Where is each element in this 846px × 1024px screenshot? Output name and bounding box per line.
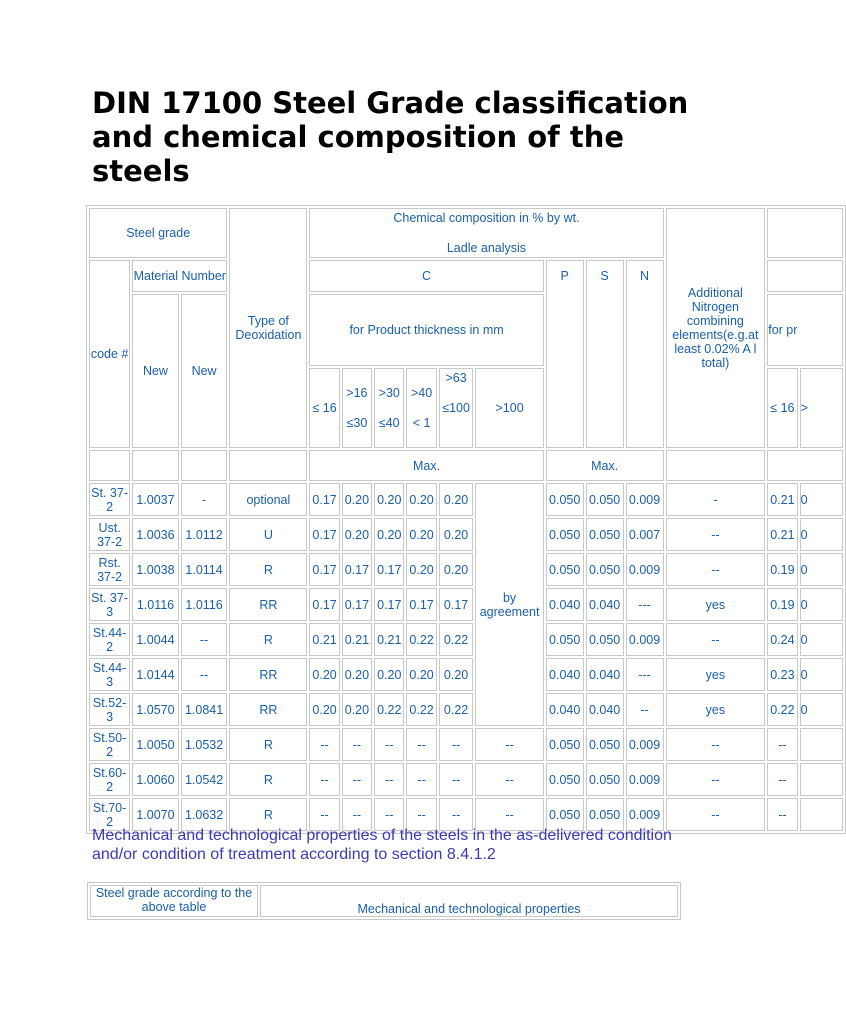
cell-deox: RR xyxy=(229,658,307,691)
cell-c3: -- xyxy=(374,763,404,796)
cell-extra-1: 0.24 xyxy=(767,623,797,656)
cell-c2: 0.21 xyxy=(342,623,372,656)
cell-extra-2: 0 xyxy=(800,693,843,726)
cell-material-1: 1.0036 xyxy=(132,518,179,551)
header-product-thickness: for Product thickness in mm xyxy=(309,294,543,366)
cell-c4: -- xyxy=(406,763,436,796)
cell-p: 0.040 xyxy=(546,658,584,691)
header-additional-nitrogen: Additional Nitrogen combining elements(e.g.at least 0.02% A l total) xyxy=(666,208,766,448)
section-subtitle: Mechanical and technological properties of the steels in the as-delivered condition and/or condition of treatment according to section 8.4.1.2 xyxy=(92,827,672,863)
header-thickness-gt100: >100 xyxy=(475,368,543,448)
cell-material-2: 1.0114 xyxy=(181,553,228,586)
cell-p: 0.050 xyxy=(546,728,584,761)
cell-p: 0.040 xyxy=(546,693,584,726)
cell-extra-1: -- xyxy=(767,798,797,831)
cell-material-2: 1.0112 xyxy=(181,518,228,551)
cell-material-1: 1.0144 xyxy=(132,658,179,691)
cell-extra-1: 0.22 xyxy=(767,693,797,726)
cell-grade: Ust. 37-2 xyxy=(89,518,130,551)
table-row xyxy=(89,623,843,656)
cell-s: 0.050 xyxy=(586,798,624,831)
cell-c2: 0.17 xyxy=(342,553,372,586)
cell-additional: - xyxy=(666,483,766,516)
cell-s: 0.050 xyxy=(586,553,624,586)
cell-additional: yes xyxy=(666,693,766,726)
header-chem-comp-label: Chemical composition in % by wt. xyxy=(393,211,580,225)
cell-grade: St.44-2 xyxy=(89,623,130,656)
header-thickness-30-40-to: ≤40 xyxy=(378,416,400,430)
cell-c4: 0.22 xyxy=(406,693,436,726)
cell-material-2: 1.0532 xyxy=(181,728,228,761)
cell-deox: R xyxy=(229,728,307,761)
cell-material-1: 1.0060 xyxy=(132,763,179,796)
cell-c5: 0.22 xyxy=(439,693,474,726)
cell-c2: -- xyxy=(342,798,372,831)
cell-material-2: -- xyxy=(181,623,228,656)
header-extra-second xyxy=(767,260,843,292)
cell-n: 0.007 xyxy=(626,518,664,551)
header-ladle-analysis: Ladle analysis xyxy=(446,241,527,255)
cell-grade: St.70-2 xyxy=(89,798,130,831)
cell-c5: -- xyxy=(439,798,474,831)
table-row xyxy=(89,518,843,551)
cell-c6: -- xyxy=(475,798,543,831)
cell-deox: optional xyxy=(229,483,307,516)
header-p: P xyxy=(546,260,584,448)
cell-s: 0.050 xyxy=(586,728,624,761)
table-row xyxy=(89,483,843,516)
cell-s: 0.050 xyxy=(586,623,624,656)
cell-c2: 0.17 xyxy=(342,588,372,621)
header-thickness-30-40-from: >30 xyxy=(378,386,400,400)
cell-extra-1: -- xyxy=(767,763,797,796)
cell-p: 0.050 xyxy=(546,763,584,796)
header-max-psn: Max. xyxy=(546,450,664,481)
cell-grade: St.60-2 xyxy=(89,763,130,796)
cell-c4: 0.20 xyxy=(406,518,436,551)
cell-c1: 0.17 xyxy=(309,518,339,551)
cell-deox: RR xyxy=(229,693,307,726)
cell-by-agreement: by agreement xyxy=(475,483,543,726)
cell-c5: 0.20 xyxy=(439,518,474,551)
header-c: C xyxy=(309,260,543,292)
header-thickness-16-30-from: >16 xyxy=(346,386,368,400)
cell-n: 0.009 xyxy=(626,798,664,831)
cell-n: 0.009 xyxy=(626,553,664,586)
cell-additional: -- xyxy=(666,798,766,831)
cell-material-1: 1.0044 xyxy=(132,623,179,656)
cell-c2: -- xyxy=(342,763,372,796)
cell-n: 0.009 xyxy=(626,623,664,656)
cell-n: -- xyxy=(626,693,664,726)
header-thickness-40 xyxy=(406,368,436,448)
cell-c6: -- xyxy=(475,728,543,761)
header-thickness-le16: ≤ 16 xyxy=(309,368,339,448)
cell-extra-1: -- xyxy=(767,728,797,761)
table-row xyxy=(89,693,843,726)
header-chemical-composition xyxy=(309,208,663,258)
cell-c3: 0.20 xyxy=(374,518,404,551)
cell-c3: -- xyxy=(374,728,404,761)
cell-extra-2: 0 xyxy=(800,518,843,551)
cell-p: 0.050 xyxy=(546,483,584,516)
composition-table xyxy=(86,205,846,834)
header-steel-grade: Steel grade xyxy=(89,208,227,258)
cell-extra-1: 0.19 xyxy=(767,588,797,621)
cell-c1: 0.21 xyxy=(309,623,339,656)
page-title: DIN 17100 Steel Grade classification and chemical composition of the steels xyxy=(92,86,689,188)
cell-c3: -- xyxy=(374,798,404,831)
cell-material-2: 1.0841 xyxy=(181,693,228,726)
cell-deox: R xyxy=(229,763,307,796)
cell-c4: 0.20 xyxy=(406,553,436,586)
cell-c1: 0.20 xyxy=(309,693,339,726)
cell-deox: U xyxy=(229,518,307,551)
cell-c4: 0.17 xyxy=(406,588,436,621)
cell-material-1: 1.0050 xyxy=(132,728,179,761)
cell-material-2: - xyxy=(181,483,228,516)
cell-c1: -- xyxy=(309,798,339,831)
cell-extra-2: 0 xyxy=(800,553,843,586)
cell-c2: -- xyxy=(342,728,372,761)
header-new-1: New xyxy=(132,294,179,448)
cell-grade: Rst. 37-2 xyxy=(89,553,130,586)
cell-c5: 0.20 xyxy=(439,553,474,586)
table-row xyxy=(89,553,843,586)
cell-c1: 0.17 xyxy=(309,553,339,586)
cell-c1: -- xyxy=(309,763,339,796)
cell-c5: 0.20 xyxy=(439,483,474,516)
cell-n: 0.009 xyxy=(626,483,664,516)
cell-extra-2: 0 xyxy=(800,588,843,621)
cell-extra-1: 0.19 xyxy=(767,553,797,586)
cell-deox: R xyxy=(229,623,307,656)
table-row xyxy=(89,728,843,761)
header-s: S xyxy=(586,260,624,448)
header-steel-grade-reference: Steel grade according to the above table xyxy=(90,885,258,917)
cell-c5: 0.17 xyxy=(439,588,474,621)
header-mechanical-properties: Mechanical and technological properties xyxy=(260,885,678,917)
cell-c5: 0.20 xyxy=(439,658,474,691)
cell-c4: 0.20 xyxy=(406,483,436,516)
cell-deox: RR xyxy=(229,588,307,621)
header-thickness-40-to: < 1 xyxy=(412,416,431,430)
cell-n: --- xyxy=(626,658,664,691)
cell-material-1: 1.0570 xyxy=(132,693,179,726)
empty-cell xyxy=(89,450,130,481)
header-code: code # xyxy=(89,260,130,448)
cell-additional: -- xyxy=(666,763,766,796)
cell-p: 0.050 xyxy=(546,623,584,656)
cell-additional: -- xyxy=(666,518,766,551)
cell-additional: yes xyxy=(666,588,766,621)
cell-c4: 0.20 xyxy=(406,658,436,691)
header-thickness-63-100 xyxy=(439,368,474,448)
cell-extra-2 xyxy=(800,798,843,831)
cell-c6: -- xyxy=(475,763,543,796)
cell-c5: 0.22 xyxy=(439,623,474,656)
cell-additional: yes xyxy=(666,658,766,691)
header-thickness-30-40 xyxy=(374,368,404,448)
empty-cell xyxy=(132,450,179,481)
empty-cell xyxy=(181,450,228,481)
cell-extra-2 xyxy=(800,763,843,796)
header-thickness-63-100-from: >63 xyxy=(445,371,467,385)
composition-table-container xyxy=(86,205,808,829)
cell-extra-2: 0 xyxy=(800,658,843,691)
header-n: N xyxy=(626,260,664,448)
cell-extra-2 xyxy=(800,728,843,761)
cell-grade: St. 37-3 xyxy=(89,588,130,621)
cell-c1: 0.20 xyxy=(309,658,339,691)
cell-p: 0.040 xyxy=(546,588,584,621)
cell-material-1: 1.0038 xyxy=(132,553,179,586)
header-thickness-63-100-to: ≤100 xyxy=(442,401,470,415)
cell-c2: 0.20 xyxy=(342,693,372,726)
header-thickness-extra-gt: > xyxy=(800,368,843,448)
cell-s: 0.040 xyxy=(586,658,624,691)
cell-n: 0.009 xyxy=(626,728,664,761)
cell-c3: 0.20 xyxy=(374,658,404,691)
cell-additional: -- xyxy=(666,623,766,656)
cell-grade: St.52-3 xyxy=(89,693,130,726)
cell-extra-2: 0 xyxy=(800,623,843,656)
table-row xyxy=(89,763,843,796)
empty-cell xyxy=(666,450,766,481)
mechanical-properties-table xyxy=(87,882,681,920)
header-thickness-40-from: >40 xyxy=(410,386,433,400)
cell-p: 0.050 xyxy=(546,518,584,551)
cell-c2: 0.20 xyxy=(342,483,372,516)
cell-c3: 0.17 xyxy=(374,553,404,586)
cell-material-2: -- xyxy=(181,658,228,691)
header-thickness-extra-le16: ≤ 16 xyxy=(767,368,797,448)
cell-c5: -- xyxy=(439,763,474,796)
cell-extra-1: 0.23 xyxy=(767,658,797,691)
table-row xyxy=(89,658,843,691)
cell-c1: 0.17 xyxy=(309,588,339,621)
cell-c3: 0.17 xyxy=(374,588,404,621)
cell-material-2: 1.0632 xyxy=(181,798,228,831)
cell-grade: St.50-2 xyxy=(89,728,130,761)
cell-extra-2: 0 xyxy=(800,483,843,516)
cell-c5: -- xyxy=(439,728,474,761)
cell-material-1: 1.0037 xyxy=(132,483,179,516)
cell-additional: -- xyxy=(666,553,766,586)
cell-material-1: 1.0070 xyxy=(132,798,179,831)
cell-c3: 0.20 xyxy=(374,483,404,516)
cell-s: 0.050 xyxy=(586,483,624,516)
cell-c1: -- xyxy=(309,728,339,761)
cell-n: --- xyxy=(626,588,664,621)
cell-n: 0.009 xyxy=(626,763,664,796)
empty-cell xyxy=(229,450,307,481)
header-thickness-16-30-to: ≤30 xyxy=(346,416,368,430)
cell-c4: -- xyxy=(406,728,436,761)
header-max-c: Max. xyxy=(309,450,543,481)
cell-deox: R xyxy=(229,798,307,831)
cell-s: 0.040 xyxy=(586,588,624,621)
cell-p: 0.050 xyxy=(546,553,584,586)
header-new-2: New xyxy=(181,294,228,448)
cell-c3: 0.22 xyxy=(374,693,404,726)
cell-additional: -- xyxy=(666,728,766,761)
cell-grade: St.44-3 xyxy=(89,658,130,691)
header-material-number: Material Number xyxy=(132,260,227,292)
cell-extra-1: 0.21 xyxy=(767,483,797,516)
cell-grade: St. 37-2 xyxy=(89,483,130,516)
cell-s: 0.040 xyxy=(586,693,624,726)
header-extra-top xyxy=(767,208,843,258)
empty-cell xyxy=(767,450,843,481)
header-deoxidation: Type of Deoxidation xyxy=(229,208,307,448)
cell-c2: 0.20 xyxy=(342,518,372,551)
cell-c3: 0.21 xyxy=(374,623,404,656)
cell-material-2: 1.0542 xyxy=(181,763,228,796)
cell-material-1: 1.0116 xyxy=(132,588,179,621)
cell-extra-1: 0.21 xyxy=(767,518,797,551)
cell-c1: 0.17 xyxy=(309,483,339,516)
table-row xyxy=(89,588,843,621)
cell-s: 0.050 xyxy=(586,763,624,796)
cell-p: 0.050 xyxy=(546,798,584,831)
header-product-thickness-2: for pr xyxy=(767,294,843,366)
cell-material-2: 1.0116 xyxy=(181,588,228,621)
cell-c4: 0.22 xyxy=(406,623,436,656)
cell-c2: 0.20 xyxy=(342,658,372,691)
header-thickness-16-30 xyxy=(342,368,372,448)
cell-deox: R xyxy=(229,553,307,586)
cell-s: 0.050 xyxy=(586,518,624,551)
cell-c4: -- xyxy=(406,798,436,831)
